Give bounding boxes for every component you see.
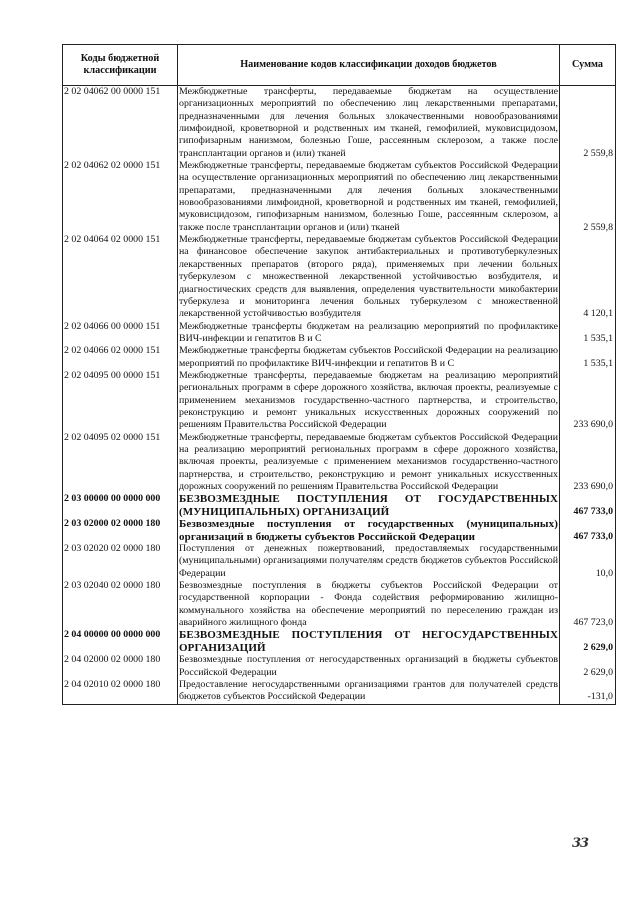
row-sum: 2 629,0 — [560, 654, 616, 679]
row-name: Межбюджетные трансферты, передаваемые бюджетам субъектов Российской Федерации на финансовое обеспечение закупок антибактериальных и противотуберкулезных лекарственных препаратов (второго ряда), применяемых при лечении больных туберкулезом с множественной лекарственной устойчивостью возбудителя, и диагностических средств для выявления, определения чувствительности микобактерии туберкулеза и мониторинга лечения больных туберкулезом с множественной лекарственной устойчивостью возбудителя — [179, 234, 558, 320]
row-code: 2 03 02040 02 0000 180 — [63, 580, 178, 629]
row-name: Межбюджетные трансферты бюджетам на реализацию мероприятий по профилактике ВИЧ-инфекции и гепатитов В и С — [179, 320, 558, 344]
row-name: Межбюджетные трансферты, передаваемые бюджетам субъектов Российской Федерации на реализацию мероприятий региональных программ в сфере дорожного хозяйства, включая проекты, реализуемые с применением механизмов государственно-частного партнерства, и строительство, реконструкцию и ремонт уникальных искусственных дорожных сооружений по решениям Правительства Российской Федерации — [179, 431, 558, 492]
table-row — [63, 86, 616, 161]
row-sum: 2 559,8 — [560, 86, 616, 161]
row-sum: 10,0 — [560, 543, 616, 580]
row-code: 2 02 04062 00 0000 151 — [63, 86, 178, 161]
row-code: 2 04 02000 02 0000 180 — [63, 654, 178, 679]
table-row — [63, 321, 616, 346]
row-name: Безвозмездные поступления от государственных (муниципальных) организаций в бюджеты субъектов Российской Федерации — [179, 518, 558, 543]
table-row — [63, 370, 616, 432]
header-sum: Сумма — [560, 45, 616, 86]
page-number: 33 — [572, 836, 589, 851]
header-name: Наименование кодов классификации доходов бюджетов — [178, 45, 560, 86]
table-row — [63, 543, 616, 580]
row-sum: 4 120,1 — [560, 234, 616, 320]
table-row — [63, 679, 616, 704]
table-row — [63, 518, 616, 543]
table-row — [63, 629, 616, 654]
row-name: Безвозмездные поступления в бюджеты субъектов Российской Федерации от государственной корпорации - Фонда содействия реформированию жилищно-коммунального хозяйства на обеспечение мероприятий по переселению граждан из аварийного жилищного фонда — [179, 580, 558, 629]
row-name: Предоставление негосударственными организациями грантов для получателей средств бюджетов субъектов Российской Федерации — [179, 678, 558, 703]
table-row — [63, 654, 616, 679]
table-row — [63, 160, 616, 234]
row-name: Межбюджетные трансферты, передаваемые бюджетам на реализацию мероприятий региональных программ в сфере дорожного хозяйства, включая проекты, реализуемые с применением механизмов государственно-частного партнерства, и строительство, реконструкцию и ремонт уникальных искусственных дорожных сооружений по решениям Правительства Российской Федерации — [179, 369, 558, 431]
row-sum: 467 733,0 — [560, 493, 616, 518]
row-name: БЕЗВОЗМЕЗДНЫЕ ПОСТУПЛЕНИЯ ОТ ГОСУДАРСТВЕННЫХ (МУНИЦИПАЛЬНЫХ) ОРГАНИЗАЦИЙ — [179, 493, 558, 518]
row-sum: 1 535,1 — [560, 321, 616, 346]
row-sum: 1 535,1 — [560, 345, 616, 370]
row-code: 2 03 02020 02 0000 180 — [63, 543, 178, 580]
header-codes: Коды бюджетной классификации — [63, 45, 178, 86]
row-sum: 233 690,0 — [560, 370, 616, 432]
table-row — [63, 493, 616, 518]
row-sum: 467 733,0 — [560, 518, 616, 543]
row-code: 2 03 02000 02 0000 180 — [63, 518, 178, 543]
row-name: БЕЗВОЗМЕЗДНЫЕ ПОСТУПЛЕНИЯ ОТ НЕГОСУДАРСТВЕННЫХ ОРГАНИЗАЦИЙ — [179, 629, 558, 654]
row-code: 2 02 04066 00 0000 151 — [63, 321, 178, 346]
table-body — [63, 86, 616, 705]
row-code: 2 04 02010 02 0000 180 — [63, 679, 178, 704]
table-row — [63, 432, 616, 494]
row-name: Межбюджетные трансферты, передаваемые бюджетам на осуществление организационных мероприятий по обеспечению лиц лекарственными препаратами, предназначенными для лечения больных злокачественными новообразованиями лимфоидной, кроветворной и родственных им тканей, гемофилией, муковисцидозом, гипофизарным нанизмом, болезнью Гоше, рассеянным склерозом, а также после трансплантации органов и (или) тканей — [179, 86, 558, 159]
table-row — [63, 345, 616, 370]
table-row — [63, 234, 616, 320]
row-sum: 2 559,8 — [560, 160, 616, 234]
row-code: 2 02 04062 02 0000 151 — [63, 160, 178, 234]
row-sum: 467 723,0 — [560, 580, 616, 629]
revenue-classification-table — [62, 44, 616, 705]
document-page — [62, 44, 615, 705]
row-code: 2 04 00000 00 0000 000 — [63, 629, 178, 654]
row-code: 2 02 04064 02 0000 151 — [63, 234, 178, 320]
row-sum: -131,0 — [560, 679, 616, 704]
row-name: Межбюджетные трансферты, передаваемые бюджетам субъектов Российской Федерации на осуществление организационных мероприятий по обеспечению лиц лекарственными препаратами, предназначенными для лечения больных злокачественными новообразованиями лимфоидной, кроветворной и родственных им тканей, гемофилией, муковисцидозом, гипофизарным нанизмом, болезнью Гоше, рассеянным склерозом, а также после трансплантации органов и (или) тканей — [179, 160, 558, 233]
table-header-row — [63, 45, 616, 86]
row-sum: 233 690,0 — [560, 432, 616, 494]
row-code: 2 02 04095 00 0000 151 — [63, 370, 178, 432]
row-code: 2 02 04066 02 0000 151 — [63, 345, 178, 370]
row-sum: 2 629,0 — [560, 629, 616, 654]
row-name: Поступления от денежных пожертвований, предоставляемых государственными (муниципальными) организациями получателям средств бюджетов субъектов Российской Федерации — [179, 542, 558, 579]
row-code: 2 03 00000 00 0000 000 — [63, 493, 178, 518]
table-row — [63, 580, 616, 629]
row-name: Безвозмездные поступления от негосударственных организаций в бюджеты субъектов Российской Федерации — [179, 654, 558, 678]
row-code: 2 02 04095 02 0000 151 — [63, 432, 178, 494]
row-name: Межбюджетные трансферты бюджетам субъектов Российской Федерации на реализацию мероприятий по профилактике ВИЧ-инфекции и гепатитов В и С — [179, 345, 558, 369]
